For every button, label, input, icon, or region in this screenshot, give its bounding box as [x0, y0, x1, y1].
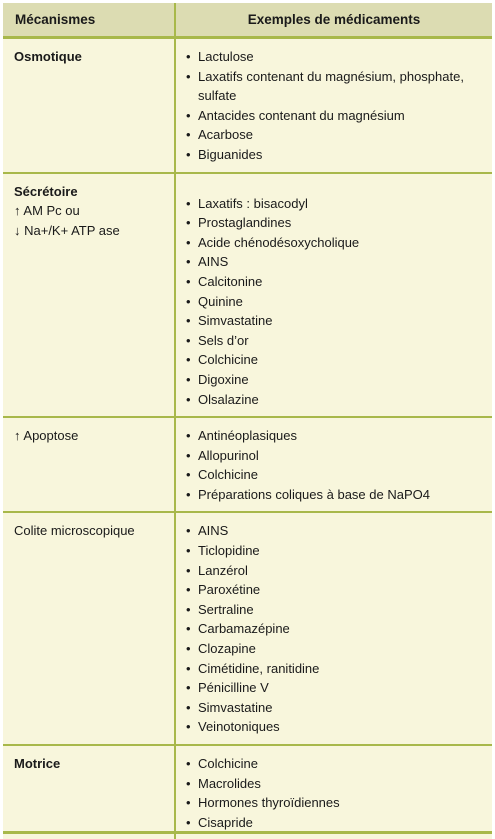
table-row — [3, 417, 492, 512]
table-row — [3, 173, 492, 418]
drug-list-item: • Laxatifs contenant du magnésium, phosphate, sulfate — [184, 67, 484, 106]
mechanism-title: Sécrétoire — [14, 182, 166, 202]
mechanism-cell — [3, 173, 175, 418]
mechanism-title: ↑ Apoptose — [14, 426, 166, 446]
drug-list-item: • Préparations coliques à base de NaPO4 — [184, 485, 484, 505]
mechanism-cell — [3, 512, 175, 745]
drug-list-item: • Olsalazine — [184, 390, 484, 410]
drug-list — [184, 47, 484, 165]
mechanism-cell — [3, 38, 175, 173]
drug-list — [184, 426, 484, 504]
drug-list-item: • Antinéoplasiques — [184, 426, 484, 446]
drug-list-item: • AINS — [184, 521, 484, 541]
drug-list-item: • Laxatifs : bisacodyl — [184, 194, 484, 214]
header-mechanisms: Mécanismes — [3, 3, 175, 38]
mechanism-title: Colite microscopique — [14, 521, 166, 541]
drug-list-item: • Calcitonine — [184, 272, 484, 292]
drug-examples-cell — [175, 173, 492, 418]
mechanism-detail: ↓ Na+/K+ ATP ase — [14, 221, 166, 241]
drug-list-item: • Macrolides — [184, 774, 484, 794]
drug-list-item: • Sertraline — [184, 600, 484, 620]
drug-list-item: • Colchicine — [184, 350, 484, 370]
drug-list-item: • Colchicine — [184, 754, 484, 774]
mechanism-cell — [3, 417, 175, 512]
drug-list-item: • Simvastatine — [184, 698, 484, 718]
mechanism-title: Osmotique — [14, 47, 166, 67]
drug-list-item: • Lanzérol — [184, 561, 484, 581]
table-row — [3, 38, 492, 173]
drug-list-item: • Quinine — [184, 292, 484, 312]
table-header — [3, 3, 492, 38]
drug-list-item: • Acarbose — [184, 125, 484, 145]
drug-list — [184, 194, 484, 410]
drug-list-item: • Veinotoniques — [184, 717, 484, 737]
drug-list-item: • Prostaglandines — [184, 213, 484, 233]
drug-list-item: • Ticlopidine — [184, 541, 484, 561]
drug-list-item: • Acide chénodésoxycholique — [184, 233, 484, 253]
mechanism-detail: ↑ AM Pc ou — [14, 201, 166, 221]
mechanism-cell — [3, 745, 175, 839]
drug-list-item: • Biguanides — [184, 145, 484, 165]
drug-examples-cell — [175, 745, 492, 839]
drug-list-item: • Sels d’or — [184, 331, 484, 351]
drug-list-item: • Clozapine — [184, 639, 484, 659]
header-examples: Exemples de médicaments — [175, 3, 492, 38]
drug-list-item: • Lactulose — [184, 47, 484, 67]
table-row — [3, 745, 492, 839]
drug-examples-cell — [175, 38, 492, 173]
header-row — [3, 3, 492, 38]
drug-mechanism-table — [3, 3, 492, 839]
table-row — [3, 512, 492, 745]
drug-list-item: • Pénicilline V — [184, 678, 484, 698]
drug-list-item: • Carbamazépine — [184, 619, 484, 639]
drug-list — [184, 754, 484, 832]
drug-list-item: • Digoxine — [184, 370, 484, 390]
table-body — [3, 38, 492, 839]
drug-list-item: • Cisapride — [184, 813, 484, 833]
drug-list-item: • Hormones thyroïdiennes — [184, 793, 484, 813]
drug-list-item: • Paroxétine — [184, 580, 484, 600]
drug-list-item: • Antacides contenant du magnésium — [184, 106, 484, 126]
drug-list-item: • Allopurinol — [184, 446, 484, 466]
drug-examples-cell — [175, 417, 492, 512]
drug-list — [184, 521, 484, 737]
drug-list-item: • Cimétidine, ranitidine — [184, 659, 484, 679]
mechanism-title: Motrice — [14, 754, 166, 774]
drug-list-item: • Simvastatine — [184, 311, 484, 331]
drug-examples-cell — [175, 512, 492, 745]
drug-list-item: • AINS — [184, 252, 484, 272]
drug-list-item: • Colchicine — [184, 465, 484, 485]
